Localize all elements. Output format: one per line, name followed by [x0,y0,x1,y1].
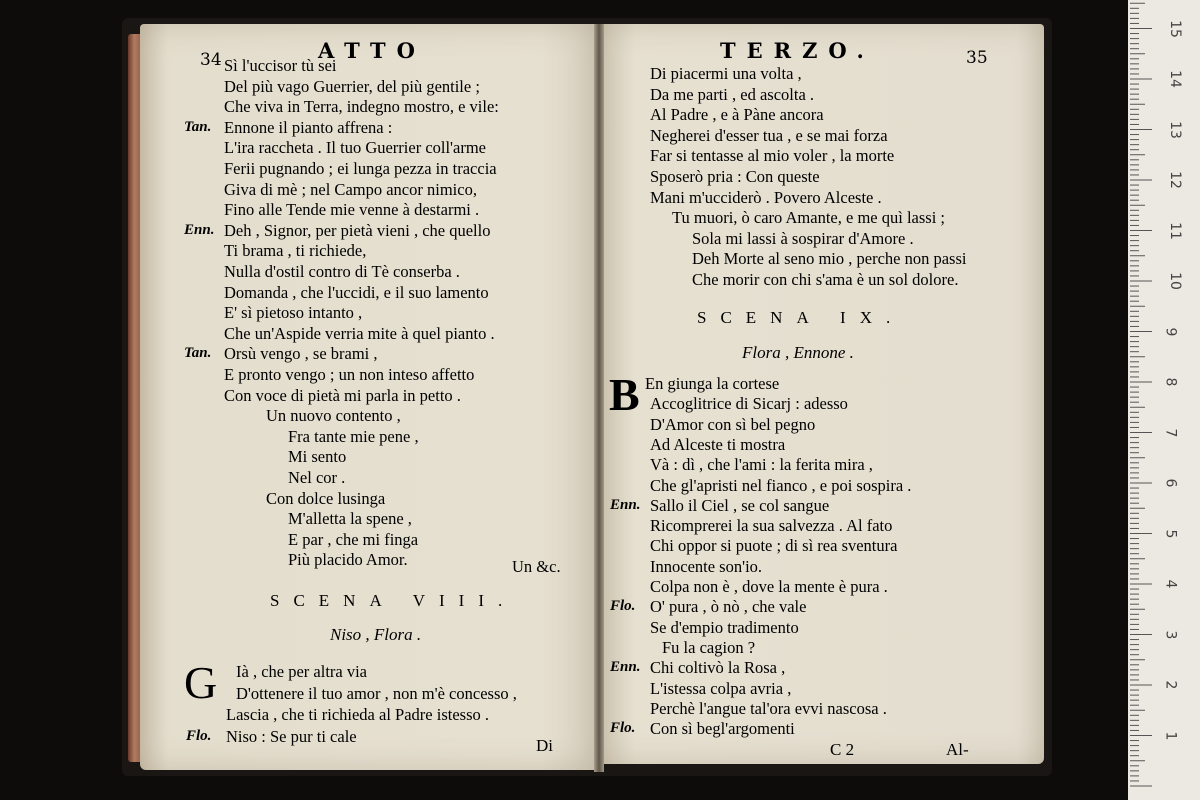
ruler-number: 11 [1166,221,1183,240]
ruler-number: 15 [1166,19,1183,38]
speaker-label: Enn. [184,221,215,238]
un-ec-note: Un &c. [512,557,561,576]
verse-line: Deh , Signor, per pietà vieni , che quello [224,220,491,240]
verse-line: Fra tante mie pene , [288,426,419,446]
verse-line: Lascia , che ti richieda al Padre istesso . [226,705,489,724]
verse-line: Che morir con chi s'ama è un sol dolore. [692,270,959,289]
verse-line: Innocente son'io. [650,556,763,576]
verse-line: Sì l'uccisor tù sei [224,56,337,75]
verse-line: Mani m'ucciderò . Povero Alceste . [650,187,882,207]
ruler-number: 12 [1166,171,1183,189]
speaker-label: Flo. [610,720,636,737]
verse-line: L'istessa colpa avria , [650,678,792,698]
verse-line: Orsù vengo , se brami , [224,344,378,364]
verse-line: Chi oppor si puote ; di sì rea sventura [650,536,898,556]
verse-line: Con voce di pietà mi parla in petto . [224,385,461,405]
verse-line: Ià , che per altra via [236,662,368,681]
verse-line: Mi sento [288,447,347,467]
verse-line: Che gl'apristi nel fianco , e poi sospira . [650,475,912,495]
drop-cap-g: G [184,657,218,708]
verse-line: Sposerò pria : Con queste [650,167,820,186]
verse-line: Ferii pugnando ; ei lunga pezza in traccia [224,159,497,178]
verse-line: Negherei d'esser tua , e se mai forza [650,125,888,145]
verse-line: Deh Morte al seno mio , perche non passi [692,249,967,269]
scene-viii-characters: Niso , Flora . [330,625,422,644]
verse-line: Del più vago Guerrier, del più gentile ; [224,76,480,96]
verse-line: Và : dì , che l'ami : la ferita mira , [650,455,873,475]
verse-line: D'Amor con sì bel pegno [650,414,816,434]
ruler-number: 5 [1162,529,1179,538]
verse-line: Con sì begl'argomenti [650,719,795,739]
verse-line: Domanda , che l'uccidi, e il suo lamento [224,282,489,302]
speaker-label: Enn. [610,659,641,676]
speaker-label: Tan. [184,345,212,362]
ruler-number: 8 [1162,377,1179,387]
verse-line: E' sì pietoso intanto , [224,303,363,323]
verse-line: Con dolce lusinga [266,488,386,508]
verse-line: Ad Alceste ti mostra [650,434,786,454]
verse-line: Da me parti , ed ascolta . [650,84,815,104]
scene-ix-characters: Flora , Ennone . [742,343,854,362]
verse-line: Accoglitrice di Sicarj : adesso [650,394,848,414]
verse-line: Fino alle Tende mie venne à destarmi . [224,200,480,220]
verse-line: Nulla d'ostil contro di Tè conserba . [224,262,460,281]
left-catchword: Di [536,736,553,755]
verse-line: D'ottenere il tuo amor , non m'è concesso , [236,683,517,703]
ruler-number: 3 [1162,630,1179,639]
verse-line: Tu muori, ò caro Amante, e me quì lassi ; [672,208,945,228]
ruler-number: 2 [1162,680,1179,690]
verse-line: Al Padre , e à Pàne ancora [650,105,824,125]
verse-line: Niso : Se pur ti cale [226,726,357,746]
speaker-label: Flo. [186,727,212,744]
verse-line: Nel cor . [288,468,346,487]
verse-line: Sallo il Ciel , se col sangue [650,495,830,515]
scene-title-viii: SCENA VIII. [270,591,517,610]
verse-line: Se d'empio tradimento [650,617,799,637]
verse-line: Un nuovo contento , [266,406,401,426]
right-catchword: Al- [946,740,969,759]
verse-line: Ennone il pianto affrena : [224,117,393,137]
verse-line: Che un'Aspide verria mite à quel pianto . [224,323,495,343]
ruler-number: 14 [1166,70,1183,88]
ruler-number: 4 [1162,579,1179,589]
drop-cap-b: B [609,369,640,420]
verse-line: Di piacermi una volta , [650,64,802,83]
ruler-number: 6 [1162,478,1179,488]
ruler-number: 13 [1166,120,1183,139]
verse-line: Far si tentasse al mio voler , la morte [650,146,895,166]
verse-line: En giunga la cortese [645,374,780,393]
ruler-number: 9 [1162,327,1179,336]
verse-line: Chi coltivò la Rosa , [650,658,786,678]
verse-line: Ricomprerei la sua salvezza . Al fato [650,516,893,536]
verse-line: Giva di mè ; nel Campo ancor nimico, [224,179,477,199]
verse-line: Più placido Amor. [288,550,408,570]
ruler-number: 7 [1162,428,1179,437]
verse-line: E pronto vengo ; un non inteso affetto [224,365,475,384]
verse-line: E par , che mi finga [288,529,419,549]
verse-line: Sola mi lassi à sospirar d'Amore . [692,228,914,248]
ruler-number: 10 [1166,272,1183,290]
speaker-label: Tan. [184,118,212,135]
verse-line: Che viva in Terra, indegno mostro, e vile: [224,97,499,117]
book-gutter [594,24,604,772]
scene-title-ix: SCENA IX. [697,308,905,327]
verse-line: Fu la cagion ? [662,637,756,657]
speaker-label: Flo. [610,598,636,615]
left-running-header: ATTO [318,38,426,63]
speaker-label: Enn. [610,496,641,513]
verse-line: L'ira raccheta . Il tuo Guerrier coll'arme [224,138,487,158]
verse-line: O' pura , ò nò , che vale [650,597,807,617]
verse-line: Ti brama , ti richiede, [224,241,367,261]
verse-line: Perchè l'angue tal'ora evvi nascosa . [650,698,887,718]
signature-mark: C 2 [830,740,855,759]
right-page-number: 35 [966,48,988,68]
verse-line: M'alletta la spene , [288,509,412,529]
right-running-header: TERZO. [720,38,875,63]
verse-line: Colpa non è , dove la mente è pura . [650,577,888,596]
ruler-number: 1 [1162,731,1179,740]
left-page-number: 34 [200,50,222,70]
